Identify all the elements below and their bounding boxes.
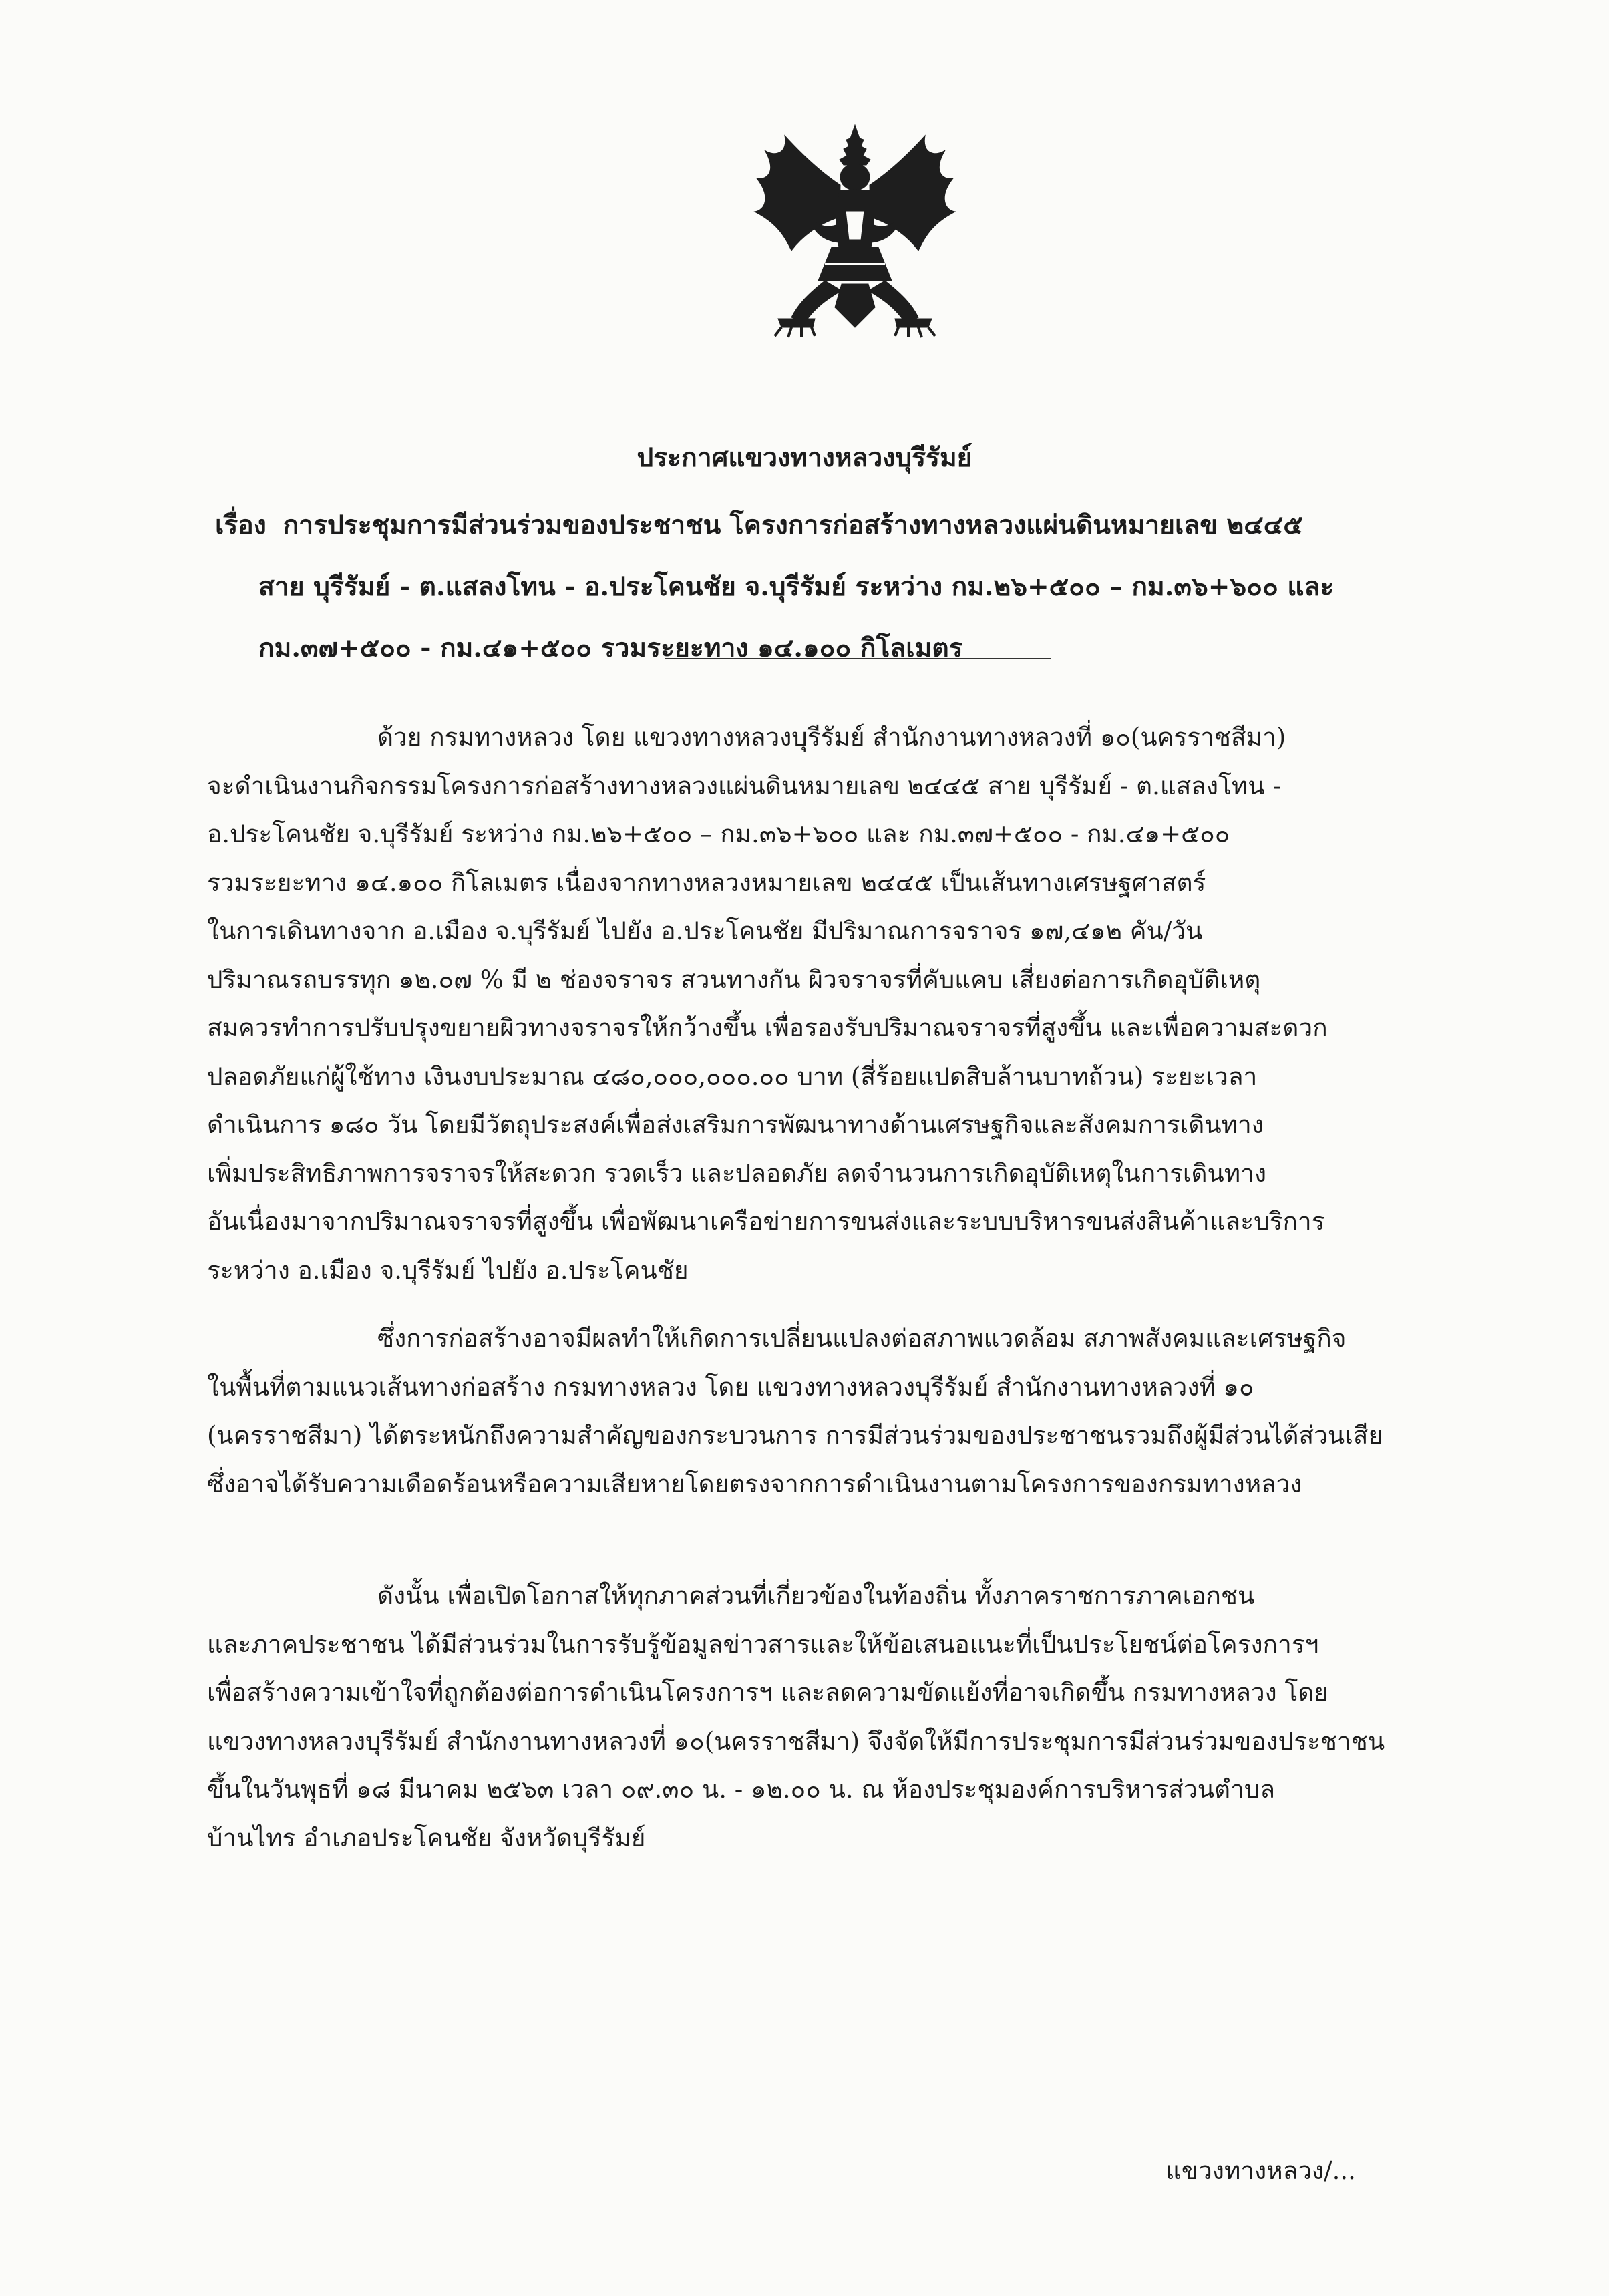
- paragraph-line: ดำเนินการ ๑๘๐ วัน โดยมีวัตถุประสงค์เพื่อส่งเสริมการพัฒนาทางด้านเศรษฐกิจและสังคมการเดินทาง: [207, 1110, 1264, 1139]
- continuation-note: แขวงทางหลวง/...: [1166, 2156, 1356, 2185]
- paragraph-line: ปลอดภัยแก่ผู้ใช้ทาง เงินงบประมาณ ๔๘๐,๐๐๐,๐๐๐.๐๐ บาท (สี่ร้อยแปดสิบล้านบาทถ้วน) ระยะเวลา: [207, 1061, 1258, 1091]
- separator-line: [665, 658, 1051, 659]
- paragraph-line: ดังนั้น เพื่อเปิดโอกาสให้ทุกภาคส่วนที่เกี่ยวข้องในท้องถิ่น ทั้งภาคราชการภาคเอกชน: [377, 1581, 1255, 1610]
- paragraph-line: แขวงทางหลวงบุรีรัมย์ สำนักงานทางหลวงที่ ๑๐(นครราชสีมา) จึงจัดให้มีการประชุมการมีส่วนร่วมของประชาชน: [207, 1726, 1385, 1756]
- subject-line-2: สาย บุรีรัมย์ - ต.แสลงโทน - อ.ประโคนชัย จ.บุรีรัมย์ ระหว่าง กม.๒๖+๕๐๐ – กม.๓๖+๖๐๐ และ: [258, 571, 1334, 602]
- paragraph-line: บ้านไทร อำเภอประโคนชัย จังหวัดบุรีรัมย์: [207, 1823, 646, 1852]
- paragraph-line: ขึ้นในวันพุธที่ ๑๘ มีนาคม ๒๕๖๓ เวลา ๐๙.๓๐ น. - ๑๒.๐๐ น. ณ ห้องประชุมองค์การบริหารส่วนตำบล: [207, 1775, 1276, 1804]
- garuda-emblem-icon: [751, 124, 958, 344]
- paragraph-line: ด้วย กรมทางหลวง โดย แขวงทางหลวงบุรีรัมย์ สำนักงานทางหลวงที่ ๑๐(นครราชสีมา): [377, 723, 1286, 752]
- paragraph-line: เพื่อสร้างความเข้าใจที่ถูกต้องต่อการดำเนินโครงการฯ และลดความขัดแย้งที่อาจเกิดขึ้น กรมทางหลวง โดย: [207, 1678, 1329, 1707]
- paragraph-line: ในการเดินทางจาก อ.เมือง จ.บุรีรัมย์ ไปยัง อ.ประโคนชัย มีปริมาณการจราจร ๑๗,๔๑๒ คัน/วัน: [207, 917, 1203, 945]
- paragraph-line: รวมระยะทาง ๑๔.๑๐๐ กิโลเมตร เนื่องจากทางหลวงหมายเลข ๒๔๔๕ เป็นเส้นทางเศรษฐศาสตร์: [207, 868, 1206, 897]
- subject-line-1: [215, 494, 1431, 556]
- paragraph-line: อันเนื่องมาจากปริมาณจราจรที่สูงขึ้น เพื่อพัฒนาเครือข่ายการขนส่งและระบบบริหารขนส่งสินค้าและบริการ: [207, 1207, 1325, 1236]
- paragraph-line: อ.ประโคนชัย จ.บุรีรัมย์ ระหว่าง กม.๒๖+๕๐๐ – กม.๓๖+๖๐๐ และ กม.๓๗+๕๐๐ - กม.๔๑+๕๐๐: [207, 820, 1230, 848]
- subject-block: [215, 494, 1431, 679]
- paragraph-line: ซึ่งอาจได้รับความเดือดร้อนหรือความเสียหายโดยตรงจากการดำเนินงานตามโครงการของกรมทางหลวง: [207, 1469, 1302, 1498]
- subject-line-3: กม.๓๗+๕๐๐ - กม.๔๑+๕๐๐ รวมระยะทาง ๑๔.๑๐๐ กิโลเมตร: [258, 633, 963, 663]
- paragraph-line: (นครราชสีมา) ได้ตระหนักถึงความสำคัญของกระบวนการ การมีส่วนร่วมของประชาชนรวมถึงผู้มีส่วนได้ส่วนเสีย: [207, 1421, 1383, 1450]
- paragraph-line: เพิ่มประสิทธิภาพการจราจรให้สะดวก รวดเร็ว และปลอดภัย ลดจำนวนการเกิดอุบัติเหตุในการเดินทาง: [207, 1158, 1267, 1188]
- paragraph-line: ซึ่งการก่อสร้างอาจมีผลทำให้เกิดการเปลี่ยนแปลงต่อสภาพแวดล้อม สภาพสังคมและเศรษฐกิจ: [377, 1324, 1347, 1353]
- paragraph-line: ปริมาณรถบรรทุก ๑๒.๐๗ % มี ๒ ช่องจราจร สวนทางกัน ผิวจราจรที่คับแคบ เสี่ยงต่อการเกิดอุบัติเหตุ: [207, 965, 1261, 994]
- paragraph-2: [207, 1315, 1463, 1508]
- paragraph-1: [207, 713, 1463, 1295]
- paragraph-line: สมควรทำการปรับปรุงขยายผิวทางจราจรให้กว้างขึ้น เพื่อรองรับปริมาณจราจรที่สูงขึ้น และเพื่อความสะดวก: [207, 1013, 1328, 1042]
- paragraph-line: และภาคประชาชน ได้มีส่วนร่วมในการรับรู้ข้อมูลข่าวสารและให้ข้อเสนอแนะที่เป็นประโยชน์ต่อโครงการฯ: [207, 1629, 1319, 1659]
- paragraph-line: จะดำเนินงานกิจกรรมโครงการก่อสร้างทางหลวงแผ่นดินหมายเลข ๒๔๔๕ สาย บุรีรัมย์ - ต.แสลงโทน -: [207, 771, 1281, 800]
- subject-label: เรื่อง: [215, 510, 266, 540]
- paragraph-line: ระหว่าง อ.เมือง จ.บุรีรัมย์ ไปยัง อ.ประโคนชัย: [207, 1255, 689, 1285]
- announcement-title: ประกาศแขวงทางหลวงบุรีรัมย์: [637, 442, 972, 473]
- subject-text: การประชุมการมีส่วนร่วมของประชาชน โครงการก่อสร้างทางหลวงแผ่นดินหมายเลข ๒๔๔๕: [283, 510, 1303, 540]
- paragraph-3: [207, 1572, 1463, 1862]
- paragraph-line: ในพื้นที่ตามแนวเส้นทางก่อสร้าง กรมทางหลวง โดย แขวงทางหลวงบุรีรัมย์ สำนักงานทางหลวงที่ ๑๐: [207, 1372, 1254, 1402]
